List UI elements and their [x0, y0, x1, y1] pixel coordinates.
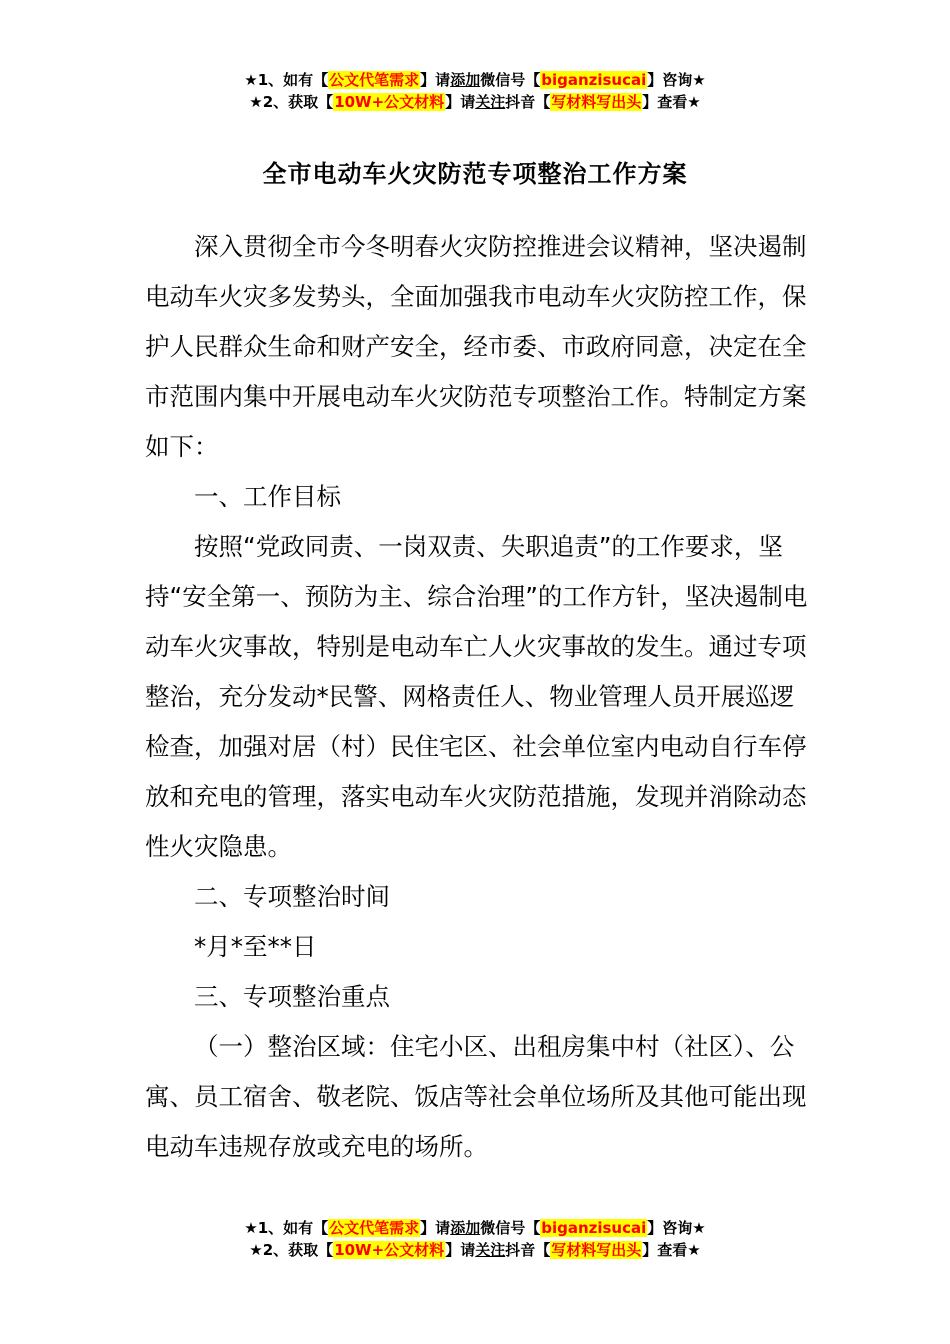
banner-emphasis: 关注 [475, 1241, 506, 1259]
banner-highlight: 公文代笔需求 [329, 71, 420, 89]
document-title: 全市电动车火灾防范专项整治工作方案 [262, 160, 688, 188]
banner-highlight: 写材料写出头 [551, 1241, 642, 1259]
banner-line-1 [0, 69, 950, 91]
header-banner [0, 69, 950, 113]
banner-highlight: biganzisucai [541, 1219, 647, 1237]
body-paragraph: 按照“党政同责、一岗双责、失职追责”的工作要求，坚持“安全第一、预防为主、综合治理”的工作方针，坚决遏制电动车火灾事故，特别是电动车亡人火灾事故的发生。通过专项整治，充分发动*民警、网格责任人、物业管理人员开展巡逻检查，加强对居（村）民住宅区、社会单位室内电动自行车停放和充电的管理，落实电动车火灾防范措施，发现并消除动态性火灾隐患。 [145, 532, 808, 861]
banner-highlight: 写材料写出头 [551, 93, 642, 111]
banner-highlight: 公文代笔需求 [329, 1219, 420, 1237]
body-paragraph: （一）整治区域：住宅小区、出租房集中村（社区）、公寓、员工宿舍、敬老院、饭店等社会单位场所及其他可能出现电动车违规存放或充电的场所。 [145, 1032, 807, 1161]
banner-text: ★2、获取【 [249, 1241, 334, 1259]
banner-text: ★1、如有【 [244, 1219, 329, 1237]
banner-emphasis: 添加 [450, 71, 481, 89]
banner-text: 抖音【 [505, 93, 551, 111]
banner-text: 微信号【 [480, 71, 541, 89]
document-body [145, 222, 810, 1172]
banner-emphasis: 关注 [475, 93, 506, 111]
banner-line-2 [0, 91, 950, 113]
section-heading: 三、专项整治重点 [194, 982, 390, 1011]
banner-highlight: biganzisucai [541, 71, 647, 89]
banner-text: 】请 [420, 1219, 451, 1237]
section-heading: 二、专项整治时间 [194, 882, 390, 911]
banner-text: ★1、如有【 [244, 71, 329, 89]
banner-highlight: 10W+公文材料 [334, 93, 445, 111]
intro-paragraph: 深入贯彻全市今冬明春火灾防控推进会议精神，坚决遏制电动车火灾多发势头，全面加强我市电动车火灾防控工作，保护人民群众生命和财产安全，经市委、市政府同意，决定在全市范围内集中开展电动车火灾防范专项整治工作。特制定方案如下： [145, 232, 807, 461]
banner-highlight: 10W+公文材料 [334, 1241, 445, 1259]
banner-text: 抖音【 [505, 1241, 551, 1259]
banner-text: ★2、获取【 [249, 93, 334, 111]
banner-text: 】请 [445, 93, 476, 111]
section-heading: 一、工作目标 [194, 482, 341, 511]
banner-emphasis: 添加 [450, 1219, 481, 1237]
banner-text: 】查看★ [642, 1241, 701, 1259]
body-paragraph: *月*至**日 [194, 932, 317, 961]
banner-line-2 [0, 1239, 950, 1261]
footer-banner [0, 1217, 950, 1261]
banner-text: 】请 [420, 71, 451, 89]
banner-text: 】咨询★ [647, 1219, 706, 1237]
banner-text: 】咨询★ [647, 71, 706, 89]
banner-line-1 [0, 1217, 950, 1239]
banner-text: 】查看★ [642, 93, 701, 111]
banner-text: 微信号【 [480, 1219, 541, 1237]
banner-text: 】请 [445, 1241, 476, 1259]
